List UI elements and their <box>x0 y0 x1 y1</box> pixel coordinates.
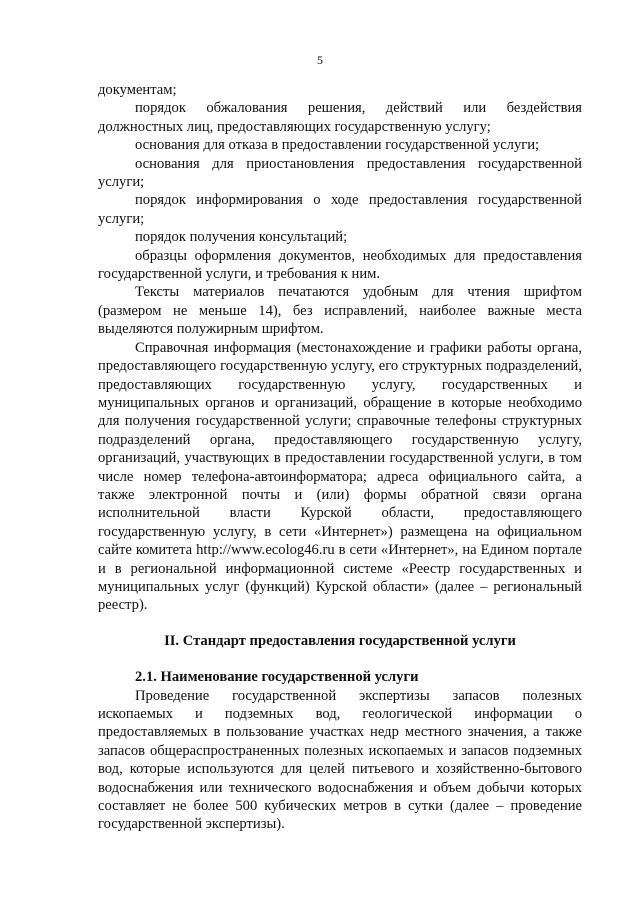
paragraph: документам; <box>98 82 177 98</box>
subsection-heading: 2.1. Наименование государственной услуги <box>135 669 419 686</box>
paragraph: образцы оформления документов, необходимых для предоставления государственной услуги, и требования к ним. <box>98 247 582 283</box>
paragraph: основания для приостановления предоставления государственной услуги; <box>98 155 582 191</box>
paragraph: порядок обжалования решения, действий или бездействия должностных лиц, предоставляющих государственную услугу; <box>98 100 582 135</box>
subsection-paragraph: Проведение государственной экспертизы запасов полезных ископаемых и подземных вод, геологической информации о предоставляемых в пользование участках недр местного значения, а также запасов общераспространенных полезных ископаемых и запасов подземных вод, которые используются для целей питьевого и хозяйственно-бытового водоснабжения или технического водоснабжения и объем добычи которых составляет не более 500 кубических метров в сутки (далее – проведение государственной экспертизы). <box>98 687 582 833</box>
paragraph: основания для отказа в предоставлении государственной услуги; <box>135 137 540 154</box>
paragraph: порядок получения консультаций; <box>135 229 348 246</box>
document-body <box>98 81 582 834</box>
paragraph: порядок информирования о ходе предоставления государственной услуги; <box>98 192 582 227</box>
section-heading: II. Стандарт предоставления государственной услуги <box>164 632 516 649</box>
paragraph: Справочная информация (местонахождение и графики работы органа, предоставляющего государственную услугу, его структурных подразделений, предоставляющих государственную услугу, государственных и муниципальных органов и организаций, обращение в которые необходимо для получения государственной услуги; справочные телефоны структурных подразделений органа, предоставляющего государственную услугу, организаций, участвующих в предоставлении государственной услуги, в том числе номер телефона-автоинформатора; адреса официального сайта, а также электронной почты и (или) формы обратной связи органа исполнительной власти Курской области, предоставляющего государственную услугу, в сети «Интернет») размещена на официальном сайте комитета http://www.ecolog46.ru в сети «Интернет», на Едином портале и в региональной информационной системе «Реестр государственных и муниципальных услуг (функций) Курской области» (далее – региональный реестр). <box>98 339 582 614</box>
paragraph: Тексты материалов печатаются удобным для чтения шрифтом (размером не меньше 14), без исправлений, наиболее важные места выделяются полужирным шрифтом. <box>98 284 582 338</box>
page-number: 5 <box>317 53 323 67</box>
